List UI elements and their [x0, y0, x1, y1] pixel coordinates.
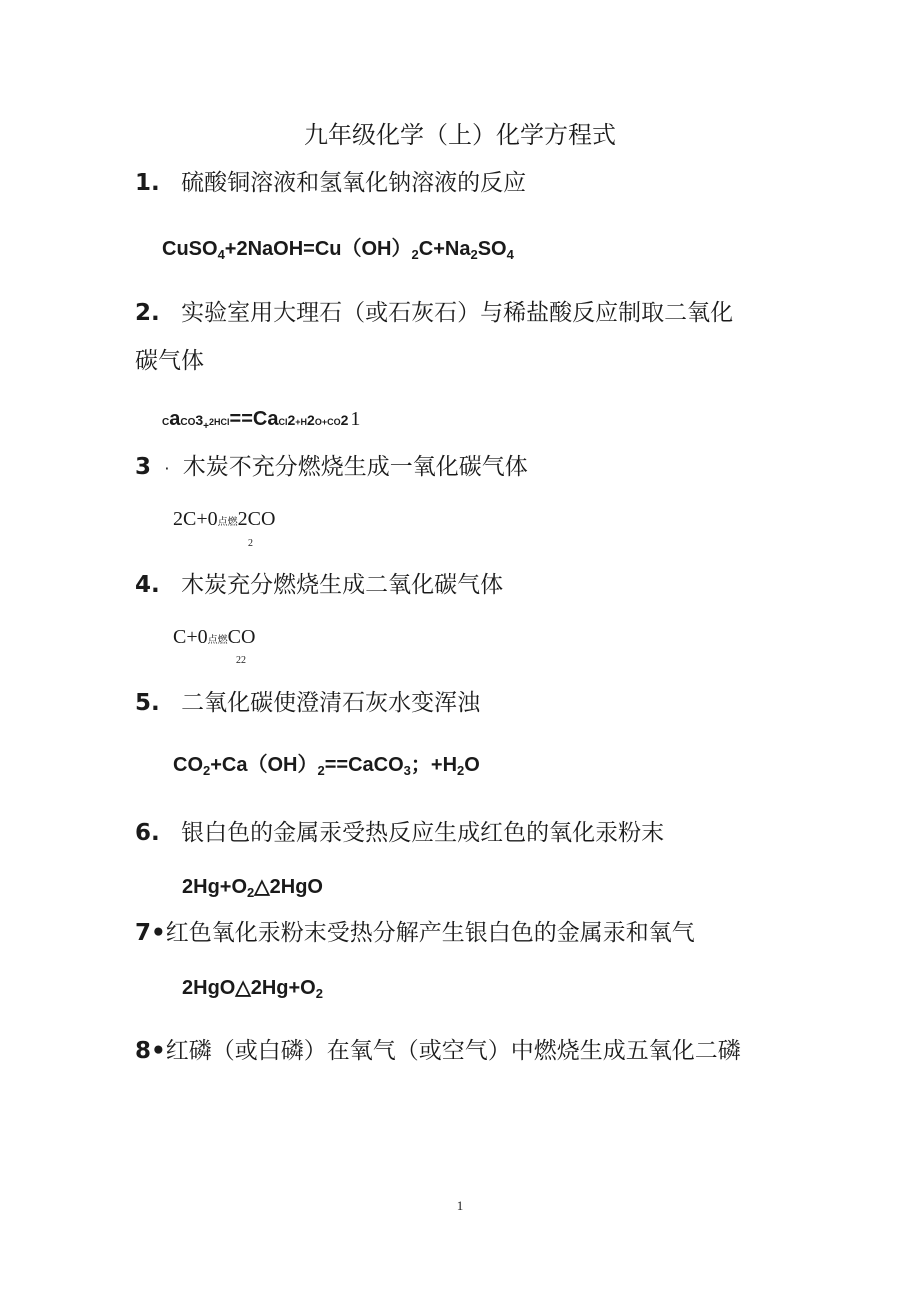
question-text: 红磷（或白磷）在氧气（或空气）中燃烧生成五氧化二磷 [165, 1038, 741, 1064]
question-text: 硫酸铜溶液和氢氧化钠溶液的反应 [181, 170, 527, 196]
question-6 [135, 818, 664, 848]
question-number: 6. [135, 820, 160, 846]
question-text: 银白色的金属汞受热反应生成红色的氧化汞粉末 [181, 820, 665, 846]
equation-6: $2Hg+O_2\triangle 2HgO$ [182, 876, 323, 900]
question-number: 7• [135, 920, 166, 946]
question-7 [135, 918, 695, 948]
question-number: 4. [135, 572, 160, 598]
question-text: 实验室用大理石（或石灰石）与稀盐酸反应制取二氧化 [181, 300, 734, 326]
question-number: 2. [135, 300, 160, 326]
equation-3-subscript: 2 [248, 538, 253, 549]
equation-4-subscript: 22 [236, 655, 246, 666]
question-3: 3 · 木炭不充分燃烧生成一氧化碳气体 [135, 454, 528, 480]
question-text: 二氧化碳使澄清石灰水变浑浊 [181, 690, 481, 716]
equation-3: 2C+0点燃2CO [173, 508, 276, 530]
question-number: 3 [135, 454, 152, 480]
question-8 [135, 1036, 741, 1066]
question-2 [135, 298, 733, 328]
page-title: 九年级化学（上）化学方程式 [304, 121, 616, 149]
question-text: 木炭充分燃烧生成二氧化碳气体 [181, 572, 504, 598]
page-number: 1 [456, 1198, 464, 1213]
question-4 [135, 570, 503, 600]
equation-5: $CO_2+Ca(OH)_2==CaCO_3$；$+H_2O$ [173, 754, 480, 778]
question-number: 1. [135, 170, 160, 196]
question-text: 红色氧化汞粉末受热分解产生银白色的金属汞和氧气 [165, 920, 695, 946]
equation-2: $CaCO3_+2HCl==CaCl2+H2O+CO2$ 1 [162, 408, 361, 432]
question-1 [135, 168, 526, 198]
equation-1: $CuSO_4+2NaOH=Cu(OH)_2C+Na_2SO_4$ [162, 238, 514, 262]
equation-7: $2HgO\triangle 2Hg+O_2$ [182, 977, 323, 1001]
question-5 [135, 688, 480, 718]
question-number: 8• [135, 1038, 166, 1064]
question-number: 5. [135, 690, 160, 716]
equation-4: C+0点燃CO [173, 626, 256, 648]
question-text: 木炭不充分燃烧生成一氧化碳气体 [182, 454, 528, 480]
question-2-continued: 碳气体 [135, 348, 204, 374]
